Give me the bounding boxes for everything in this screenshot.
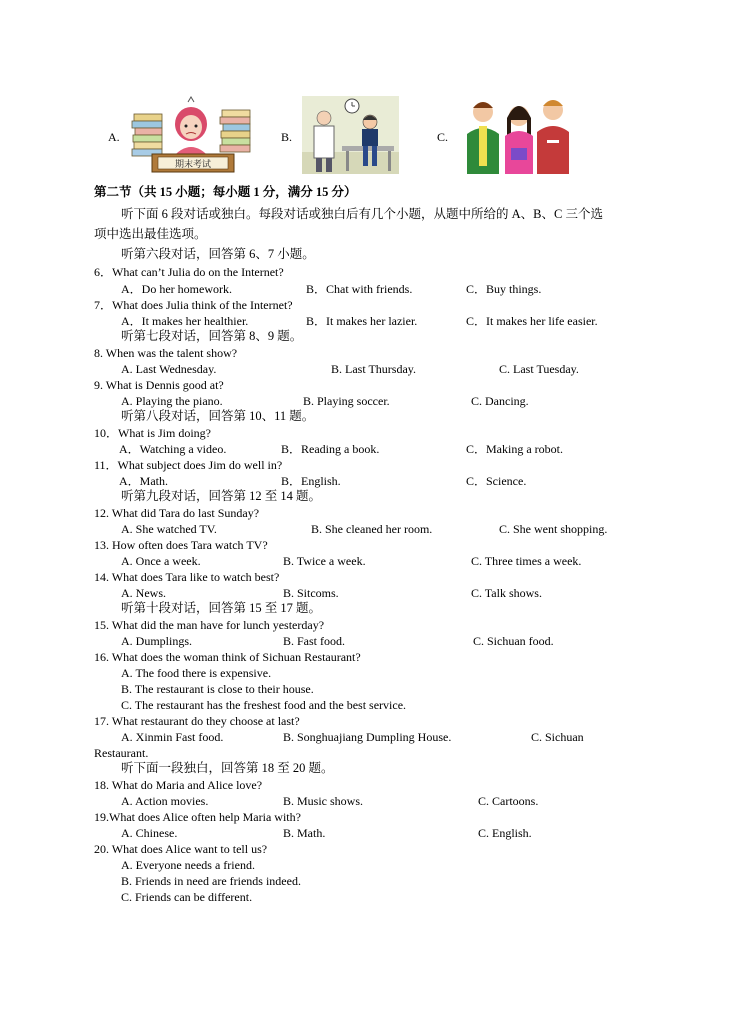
- q7-option-a: A．It makes her healthier.: [121, 314, 249, 328]
- q9-option-a: A. Playing the piano.: [121, 394, 223, 408]
- q12-option-c: C. She went shopping.: [499, 522, 608, 536]
- q8-option-c: C. Last Tuesday.: [499, 362, 579, 376]
- q14-option-c: C. Talk shows.: [471, 586, 542, 600]
- instructions-line-2: 项中选出最佳选项。: [94, 227, 207, 241]
- q6-option-a: A．Do her homework.: [121, 282, 232, 296]
- q18-option-c: C. Cartoons.: [478, 794, 539, 808]
- exam-sign-text: 期末考试: [174, 160, 212, 170]
- question-7: 7．What does Julia think of the Internet?: [94, 298, 293, 312]
- q17-option-a: A. Xinmin Fast food.: [121, 730, 224, 744]
- question-13: 13. How often does Tara watch TV?: [94, 538, 268, 552]
- option-b-label: B.: [281, 130, 293, 144]
- question-20: 20. What does Alice want to tell us?: [94, 842, 268, 856]
- q14-option-a: A. News.: [121, 586, 166, 600]
- dialogue-9-heading: 听第九段对话，回答第 12 至 14 题。: [121, 489, 322, 503]
- q9-option-b: B. Playing soccer.: [303, 394, 390, 408]
- instructions-line-1: 听下面 6 段对话或独白。每段对话或独白后有几个小题，从题中所给的 A、B、C 三个选: [121, 207, 603, 221]
- q15-option-b: B. Fast food.: [283, 634, 346, 648]
- q7-option-c: C．It makes her life easier.: [466, 314, 598, 328]
- dialogue-10-heading: 听第十段对话，回答第 15 至 17 题。: [121, 601, 322, 615]
- q10-option-a: A．Watching a video.: [119, 442, 227, 456]
- q13-option-a: A. Once a week.: [121, 554, 201, 568]
- question-10: 10．What is Jim doing?: [94, 426, 211, 440]
- three-students-illustration: [459, 96, 577, 174]
- q15-option-c: C. Sichuan food.: [473, 634, 554, 648]
- dialogue-7-heading: 听第七段对话，回答第 8、9 题。: [121, 329, 303, 343]
- question-12: 12. What did Tara do last Sunday?: [94, 506, 260, 520]
- q20-option-a: A. Everyone needs a friend.: [121, 858, 255, 872]
- doctor-and-boy-in-clinic-illustration: [302, 96, 399, 174]
- dialogue-6-heading: 听第六段对话，回答第 6、7 小题。: [121, 247, 315, 261]
- question-16: 16. What does the woman think of Sichuan Restaurant?: [94, 650, 361, 664]
- q10-option-c: C．Making a robot.: [466, 442, 563, 456]
- q12-option-a: A. She watched TV.: [121, 522, 217, 536]
- q11-option-c: C．Science.: [466, 474, 527, 488]
- q16-option-b: B. The restaurant is close to their house.: [121, 682, 314, 696]
- q17-option-b: B. Songhuajiang Dumpling House.: [283, 730, 452, 744]
- section-title: 第二节（共 15 小题；每小题 1 分，满分 15 分）: [94, 185, 357, 199]
- question-18: 18. What do Maria and Alice love?: [94, 778, 263, 792]
- q10-option-b: B．Reading a book.: [281, 442, 380, 456]
- q11-option-b: B．English.: [281, 474, 341, 488]
- q19-option-b: B. Math.: [283, 826, 326, 840]
- q13-option-c: C. Three times a week.: [471, 554, 582, 568]
- question-19: 19.What does Alice often help Maria with?: [94, 810, 301, 824]
- q19-option-a: A. Chinese.: [121, 826, 178, 840]
- q13-option-b: B. Twice a week.: [283, 554, 366, 568]
- question-9: 9. What is Dennis good at?: [94, 378, 224, 392]
- q17-option-c: C. Sichuan: [531, 730, 584, 744]
- q8-option-b: B. Last Thursday.: [331, 362, 416, 376]
- option-a-label: A.: [108, 130, 120, 144]
- stressed-student-with-books-illustration: [130, 96, 252, 174]
- question-11: 11．What subject does Jim do well in?: [94, 458, 283, 472]
- q18-option-a: A. Action movies.: [121, 794, 209, 808]
- dialogue-8-heading: 听第八段对话，回答第 10、11 题。: [121, 409, 315, 423]
- question-14: 14. What does Tara like to watch best?: [94, 570, 280, 584]
- q6-option-b: B．Chat with friends.: [306, 282, 413, 296]
- option-c-label: C.: [437, 130, 449, 144]
- q16-option-c: C. The restaurant has the freshest food and the best service.: [121, 698, 407, 712]
- q6-option-c: C．Buy things.: [466, 282, 542, 296]
- q20-option-b: B. Friends in need are friends indeed.: [121, 874, 301, 888]
- question-8: 8. When was the talent show?: [94, 346, 238, 360]
- question-6: 6．What can’t Julia do on the Internet?: [94, 265, 284, 279]
- q16-option-a: A. The food there is expensive.: [121, 666, 272, 680]
- q12-option-b: B. She cleaned her room.: [311, 522, 433, 536]
- q15-option-a: A. Dumplings.: [121, 634, 193, 648]
- q8-option-a: A. Last Wednesday.: [121, 362, 217, 376]
- question-17: 17. What restaurant do they choose at last?: [94, 714, 300, 728]
- q19-option-c: C. English.: [478, 826, 532, 840]
- q20-option-c: C. Friends can be different.: [121, 890, 253, 904]
- q14-option-b: B. Sitcoms.: [283, 586, 339, 600]
- monologue-heading: 听下面一段独白，回答第 18 至 20 题。: [121, 761, 334, 775]
- q9-option-c: C. Dancing.: [471, 394, 529, 408]
- q17-option-c-continued: Restaurant.: [94, 746, 149, 760]
- q11-option-a: A．Math.: [119, 474, 168, 488]
- q7-option-b: B．It makes her lazier.: [306, 314, 418, 328]
- question-15: 15. What did the man have for lunch yesterday?: [94, 618, 325, 632]
- q18-option-b: B. Music shows.: [283, 794, 364, 808]
